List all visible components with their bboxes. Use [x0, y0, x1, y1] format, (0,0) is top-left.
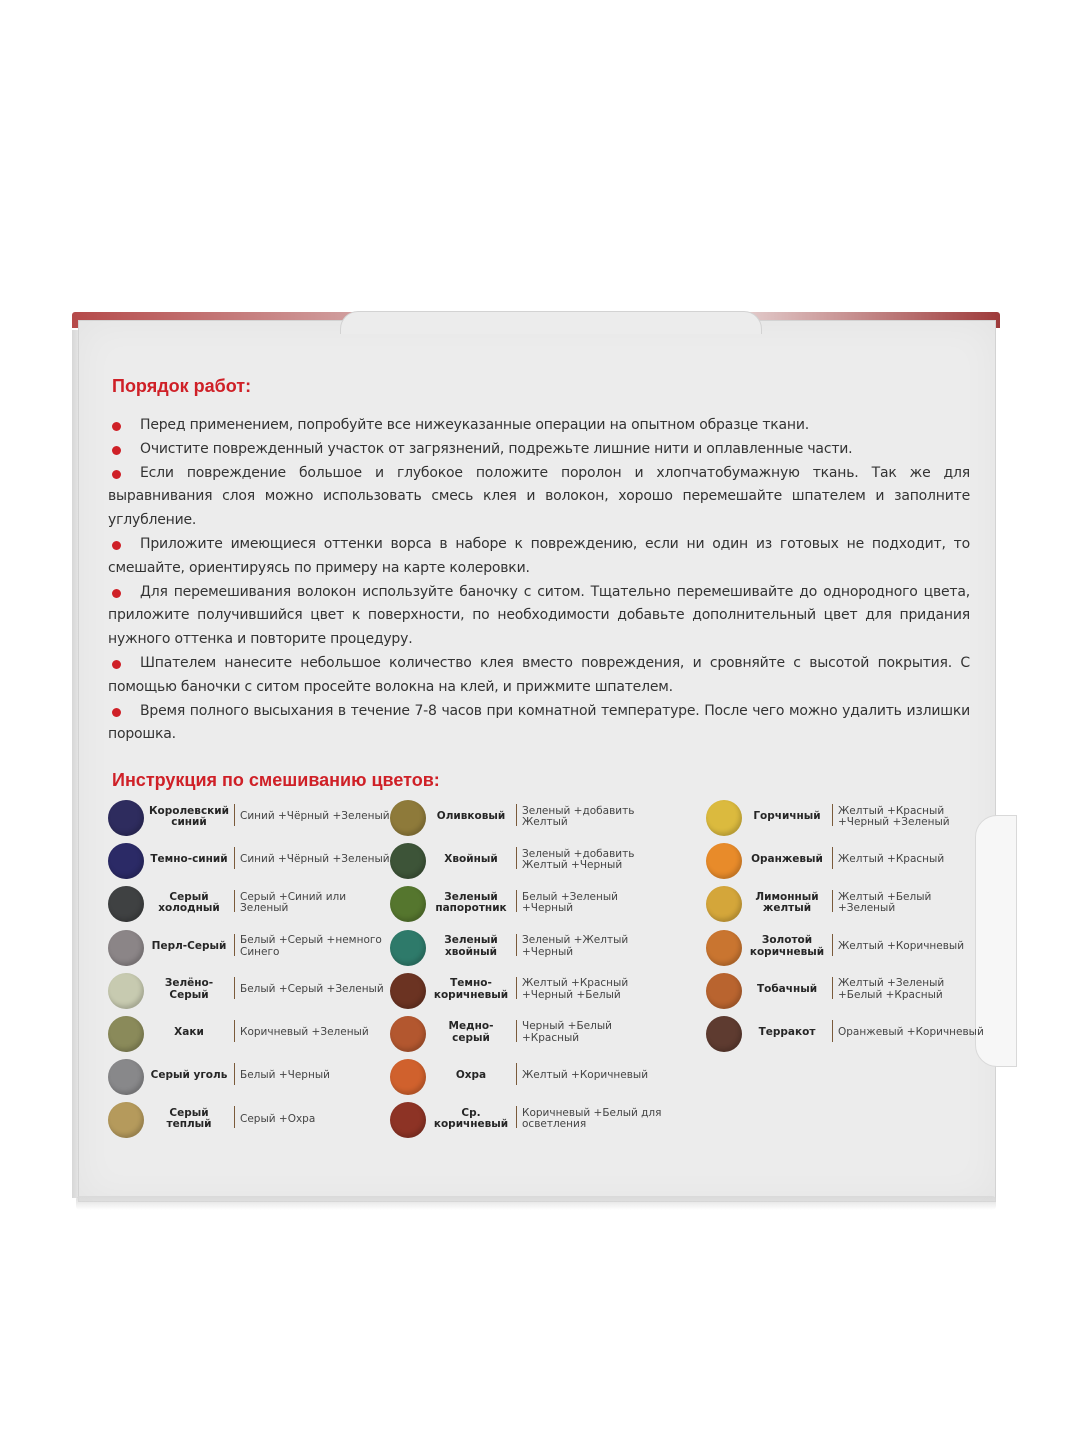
color-swatch [706, 1016, 742, 1052]
color-swatch [390, 930, 426, 966]
bullet-icon [112, 589, 121, 598]
order-step: Время полного высыхания в течение 7-8 часов при комнатной температуре. После чего можно удалить излишки порошка. [108, 702, 970, 743]
guide-column [388, 796, 668, 1142]
divider [516, 977, 517, 999]
guide-column [106, 796, 390, 1142]
color-swatch [108, 1016, 144, 1052]
color-swatch [108, 843, 144, 879]
order-step: Если повреждение большое и глубокое положите поролон и хлопчатобумажную ткань. Так же для выравнивания слоя можно использовать смесь клея и волокон, хорошо перемешайте шпателем и заполните углубление. [108, 464, 970, 529]
color-name: Зеленый хвойный [444, 934, 498, 958]
color-recipe: Коричневый +Зеленый [240, 1026, 369, 1039]
color-recipe: Желтый +Красный [838, 853, 945, 866]
color-name: Тобачный [756, 983, 818, 995]
divider [516, 1106, 517, 1128]
color-entry [704, 839, 984, 882]
color-name: Зелёно-Серый [164, 977, 214, 1001]
divider [516, 804, 517, 826]
color-swatch [108, 973, 144, 1009]
color-recipe: Зеленый +Желтый +Черный [522, 934, 629, 958]
color-entry [704, 1012, 984, 1055]
bullet-icon [112, 422, 121, 431]
color-recipe: Синий +Чёрный +Зеленый [240, 853, 390, 866]
color-recipe: Зеленый +добавить Желтый [522, 804, 635, 828]
color-name: Темно-коричневый [433, 977, 509, 1001]
color-swatch [706, 886, 742, 922]
order-steps [108, 414, 970, 747]
bullet-icon [112, 446, 121, 455]
color-entry [106, 796, 390, 839]
color-entry [704, 882, 984, 925]
color-swatch [390, 1102, 426, 1138]
color-name: Оранжевый [751, 853, 823, 866]
color-name: Медно-серый [448, 1020, 494, 1044]
color-swatch [706, 800, 742, 836]
color-entry [106, 926, 386, 969]
color-swatch [390, 886, 426, 922]
color-name: Королевский синий [148, 804, 230, 828]
color-entry [106, 1055, 386, 1098]
color-name: Терракот [758, 1026, 816, 1039]
divider [832, 847, 833, 869]
box-shadow [76, 1196, 996, 1210]
color-entry [388, 1098, 668, 1141]
bullet-icon [112, 541, 121, 550]
color-entry [106, 882, 386, 925]
color-name: Серый уголь [150, 1069, 228, 1082]
color-name: Охра [455, 1069, 487, 1082]
order-step: Шпателем нанесите небольшое количество клея вместо повреждения, и сровняйте с высотой покрытия. С помощью баночки с ситом просейте волокна на клей, и прижмите шпателем. [108, 654, 970, 695]
color-recipe: Желтый +Коричневый [522, 1069, 649, 1082]
bullet-icon [112, 708, 121, 717]
color-name: Серый холодный [158, 890, 220, 915]
order-step: Для перемешивания волокон используйте баночку с ситом. Тщательно перемешивайте до однородного цвета, приложите получившийся цвет к поверхности, по необходимости добавьте дополнительный цвет для придания нужного оттенка и повторите процедуру. [108, 583, 970, 648]
color-entry [106, 1012, 386, 1055]
color-name: Ср. коричневый [433, 1106, 509, 1131]
color-swatch [390, 800, 426, 836]
color-swatch [390, 1016, 426, 1052]
color-swatch [390, 1059, 426, 1095]
color-entry [388, 882, 668, 925]
color-entry [704, 926, 984, 969]
divider [234, 804, 235, 826]
color-swatch [706, 930, 742, 966]
order-step: Перед применением, попробуйте все нижеуказанные операции на опытном образце ткани. [108, 414, 970, 438]
color-swatch [390, 973, 426, 1009]
order-step: Очистите поврежденный участок от загрязнений, подрежьте лишние нити и оплавленные части. [108, 438, 970, 462]
bullet-icon [112, 660, 121, 669]
color-name: Оливковый [436, 810, 506, 823]
divider [832, 977, 833, 999]
divider [234, 934, 235, 956]
color-entry [704, 796, 984, 839]
color-recipe: Черный +Белый +Красный [522, 1020, 612, 1044]
order-step: Приложите имеющиеся оттенки ворса в наборе к повреждению, если ни один из готовых не подходит, то смешайте, ориентируясь по примеру на карте колеровки. [108, 535, 970, 576]
color-recipe: Коричневый +Белый для осветления [522, 1106, 662, 1131]
color-recipe: Желтый +Красный +Черный +Белый [522, 977, 629, 1001]
color-name: Золотой коричневый [749, 934, 825, 958]
color-swatch [706, 973, 742, 1009]
color-swatch [108, 930, 144, 966]
box-flap-notch [340, 311, 762, 334]
color-entry [106, 839, 390, 882]
color-recipe: Желтый +Коричневый [838, 939, 965, 952]
color-recipe: Белый +Серый +Зеленый [240, 983, 384, 995]
divider [516, 934, 517, 956]
color-name: Лимонный желтый [755, 890, 819, 915]
divider [234, 1106, 235, 1128]
color-swatch [108, 800, 144, 836]
color-entry [106, 969, 386, 1012]
bullet-icon [112, 470, 121, 479]
color-swatch [108, 1059, 144, 1095]
divider [234, 847, 235, 869]
color-recipe: Белый +Зеленый +Черный [522, 890, 618, 915]
divider [516, 847, 517, 869]
order-heading: Порядок работ: [112, 376, 252, 396]
color-entry [106, 1098, 386, 1141]
color-recipe: Желтый +Белый +Зеленый [838, 890, 932, 915]
color-swatch [108, 886, 144, 922]
color-entry [388, 1055, 668, 1098]
color-name: Горчичный [753, 810, 821, 823]
color-entry [388, 969, 668, 1012]
color-entry [388, 1012, 668, 1055]
color-recipe: Белый +Черный [240, 1069, 330, 1082]
color-name: Хаки [174, 1026, 204, 1039]
divider [516, 1020, 517, 1042]
color-recipe: Белый +Серый +немного Синего [240, 934, 382, 958]
divider [832, 890, 833, 912]
color-entry [388, 839, 668, 882]
mixing-heading: Инструкция по смешиванию цветов: [112, 770, 440, 790]
color-recipe: Серый +Охра [240, 1112, 316, 1125]
color-name: Темно-синий [150, 853, 228, 866]
color-name: Перл-Серый [151, 939, 227, 952]
divider [234, 977, 235, 999]
color-swatch [108, 1102, 144, 1138]
divider [832, 934, 833, 956]
color-entry [388, 926, 668, 969]
divider [516, 1063, 517, 1085]
color-swatch [390, 843, 426, 879]
color-mixing-guide [106, 796, 986, 1140]
color-name: Серый теплый [166, 1106, 212, 1131]
divider [832, 804, 833, 826]
divider [832, 1020, 833, 1042]
guide-column [704, 796, 984, 1055]
color-recipe: Желтый +Красный +Черный +Зеленый [838, 804, 950, 828]
color-recipe: Оранжевый +Коричневый [838, 1026, 984, 1039]
divider [234, 1020, 235, 1042]
color-name: Хвойный [444, 853, 498, 866]
divider [234, 890, 235, 912]
color-swatch [706, 843, 742, 879]
color-name: Зеленый папоротник [435, 890, 507, 915]
color-recipe: Синий +Чёрный +Зеленый [240, 810, 390, 823]
color-recipe: Серый +Синий или Зеленый [240, 890, 347, 915]
color-entry [388, 796, 668, 839]
color-recipe: Зеленый +добавить Желтый +Черный [522, 847, 635, 872]
color-entry [704, 969, 984, 1012]
color-recipe: Желтый +Зеленый +Белый +Красный [838, 977, 945, 1001]
divider [234, 1063, 235, 1085]
divider [516, 890, 517, 912]
